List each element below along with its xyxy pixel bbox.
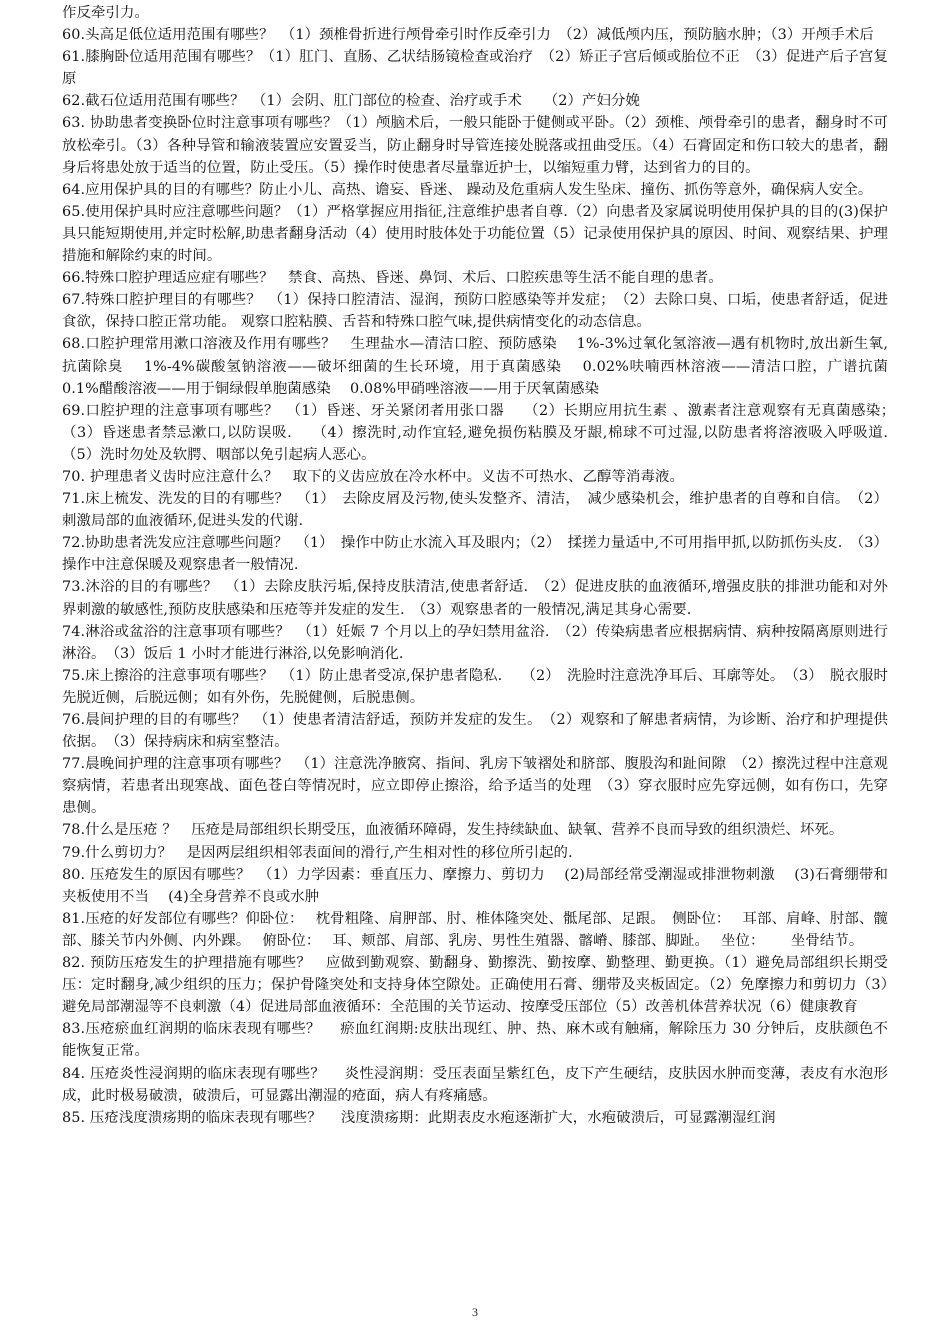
qa-item-81: 81.压疮的好发部位有哪些？仰卧位： 枕骨粗隆、肩胛部、肘、椎体隆突处、骶尾部、足跟。 侧卧位： 耳部、肩峰、肘部、髋部、膝关节内外侧、内外踝。 俯卧位： 耳、颊部、肩部、乳房、男性生殖器、髂嵴、膝部、脚趾。 坐位： 坐骨结节。 bbox=[62, 910, 888, 949]
qa-item-68: 68.口腔护理常用漱口溶液及作用有哪些？ 生理盐水—清洁口腔、预防感染 1%-3%过氧化氢溶液—遇有机物时,放出新生氧,抗菌除臭 1%-4%碳酸氢钠溶液——破坏细菌的生长环境，用于真菌感染 0.02%呋喃西林溶液——清洁口腔，广谱抗菌 0.1%醋酸溶液——用于铜绿假单胞菌感染 0.08%甲硝唑溶液——用于厌氧菌感染 bbox=[62, 336, 908, 397]
qa-item-72: 72.协助患者洗发应注意哪些问题？ （1） 操作中防止水流入耳及眼内；（2） 揉搓力量适中,不可用指甲抓,以防抓伤头皮. （3）操作中注意保暖及观察患者一般情况. bbox=[62, 535, 888, 574]
qa-item-74: 74.淋浴或盆浴的注意事项有哪些？ （1）妊娠 7 个月以上的孕妇禁用盆浴. （2）传染病患者应根据病情、病种按隔离原则进行淋浴。 （3）饭后 1 小时才能进行淋浴,以免影响消化. bbox=[62, 623, 888, 662]
qa-item-79: 79.什么剪切力？ 是因两层组织相邻表面间的滑行,产生相对性的移位所引起的. bbox=[62, 844, 573, 861]
qa-item-60: 60.头高足低位适用范围有哪些？ （1）颈椎骨折进行颅骨牵引时作反牵引力 （2）减低颅内压，预防脑水肿；（3）开颅手术后 bbox=[62, 27, 874, 44]
qa-item-85: 85. 压疮浅度溃疡期的临床表现有哪些？ 浅度溃疡期：此期表皮水疱逐渐扩大，水疱破溃后，可显露潮湿红润 bbox=[62, 1109, 776, 1126]
qa-item-63: 63. 协助患者变换卧位时注意事项有哪些？（1）颅脑术后，一般只能卧于健侧或平卧。（2）颈椎、颅骨牵引的患者，翻身时不可放松牵引。（3）各种导管和输液装置应安置妥当，防止翻身时导管连接处脱落或扭曲受压。（4）石膏固定和伤口较大的患者，翻身后将患处放于适当的位置，防止受压。（5）操作时使患者尽量靠近护士，以缩短重力臂，达到省力的目的。 bbox=[62, 115, 888, 176]
qa-item-78: 78.什么是压疮 ？ 压疮是局部组织长期受压，血液循环障碍，发生持续缺血、缺氧、营养不良而导致的组织溃烂、坏死。 bbox=[62, 822, 844, 839]
page-number: 3 bbox=[472, 1305, 478, 1319]
qa-item-65: 65.使用保护具时应注意哪些问题？（1）严格掌握应用指征,注意维护患者自尊.（2）向患者及家属说明使用保护具的目的(3)保护具只能短期使用,并定时松解,助患者翻身活动（4）使用时肢体处于功能位置（5）记录使用保护具的原因、时间、观察结果、护理措施和解除约束的时间。 bbox=[62, 203, 888, 265]
qa-item-69: 69.口腔护理的注意事项有哪些？ （1）昏迷、牙关紧闭者用张口器 （2）长期应用抗生素 、激素者注意观察有无真菌感染； （3）昏迷患者禁忌漱口,以防误吸. （4）擦洗时,动作宜轻,避免损伤粘膜及牙龈,棉球不可过湿,以防患者将溶液吸入呼吸道. （5）洗时勿处及软腭、咽部以免引起病人恶心。 bbox=[62, 402, 908, 463]
qa-item-82: 82. 预防压疮发生的护理措施有哪些？ 应做到勤观察、勤翻身、勤擦洗、勤按摩、勤整理、勤更换。（1）避免局部组织长期受压：定时翻身,减少组织的压力；保护骨隆突处和支持身体空隙处。正确使用石膏、绷带及夹板固定。（2）免摩擦力和剪切力（3）避免局部潮湿等不良刺激（4）促进局部血液循环：全范围的关节运动、按摩受压部位（5）改善机体营养状况（6）健康教育 bbox=[62, 955, 888, 1016]
qa-item-61: 61.膝胸卧位适用范围有哪些？（1）肛门、直肠、乙状结肠镜检查或治疗 （2）矫正子宫后倾或胎位不正 （3）促进产后子宫复原 bbox=[62, 49, 888, 88]
qa-item-66: 66.特殊口腔护理适应症有哪些？ 禁食、高热、昏迷、鼻饲、术后、口腔疾患等生活不能自理的患者。 bbox=[62, 270, 723, 287]
qa-item-80: 80. 压疮发生的原因有哪些？ （1）力学因素：垂直压力、摩擦力、剪切力 (2)局部经常受潮湿或排泄物刺激 (3)石膏绷带和夹板使用不当 (4)全身营养不良或水肿 bbox=[62, 866, 888, 905]
qa-item-62: 62.截石位适用范围有哪些？ （1）会阴、肛门部位的检查、治疗或手术 （2）产妇分娩 bbox=[62, 93, 640, 110]
qa-item-83: 83.压疮瘀血红润期的临床表现有哪些？ 瘀血红润期:皮肤出现红、肿、热、麻木或有触痛，解除压力 30 分钟后，皮肤颜色不能恢复正常。 bbox=[62, 1021, 888, 1060]
qa-item-75: 75.床上擦浴的注意事项有哪些？ （1）防止患者受凉,保护患者隐私. （2） 洗脸时注意洗净耳后、耳廓等处。 （3） 脱衣服时先脱近侧，后脱远侧；如有外伤，先脱健侧，后脱患侧。 bbox=[62, 667, 888, 706]
qa-item-73: 73.沐浴的目的有哪些？ （1）去除皮肤污垢,保持皮肤清洁,使患者舒适. （2）促进皮肤的血液循环,增强皮肤的排泄功能和对外界刺激的敏感性,预防皮肤感染和压疮等并发症的发生. （3）观察患者的一般情况,满足其身心需要. bbox=[62, 579, 888, 618]
qa-item-71: 71.床上梳发、洗发的目的有哪些？ （1） 去除皮屑及污物,使头发整齐、清洁， 减少感染机会，维护患者的自尊和自信。 （2）刺激局部的血液循环,促进头发的代谢. bbox=[62, 491, 888, 530]
qa-item-77: 77.晨晚间护理的注意事项有哪些？ （1）注意洗净腋窝、指间、乳房下皱褶处和脐部、腹股沟和趾间隙 （2）擦洗过程中注意观察病情，若患者出现寒战、面色苍白等情况时，应立即停止擦浴，给予适当的处理 （3）穿衣服时应先穿远侧，如有伤口，先穿患侧。 bbox=[62, 756, 888, 817]
qa-item-67: 67.特殊口腔护理目的有哪些？ （1）保持口腔清洁、湿润，预防口腔感染等并发症； （2）去除口臭、口垢，使患者舒适，促进食欲，保持口腔正常功能。 观察口腔粘膜、舌苔和特殊口腔气味,提供病情变化的动态信息。 bbox=[62, 292, 888, 331]
qa-text-body bbox=[62, 2, 908, 1129]
qa-item-70: 70. 护理患者义齿时应注意什么？ 取下的义齿应放在冷水杯中。义齿不可热水、乙醇等消毒液。 bbox=[62, 468, 684, 485]
qa-item-continuation: 作反牵引力。 bbox=[62, 5, 149, 21]
qa-item-64: 64.应用保护具的目的有哪些？防止小儿、高热、谵妄、昏迷、 躁动及危重病人发生坠床、撞伤、抓伤等意外，确保病人安全。 bbox=[62, 181, 873, 198]
qa-item-84: 84. 压疮炎性浸润期的临床表现有哪些？ 炎性浸润期：受压表面呈紫红色，皮下产生硬结，皮肤因水肿而变薄，表皮有水泡形成，此时极易破溃，破溃后，可显露出潮湿的疮面，病人有疼痛感。 bbox=[62, 1065, 888, 1104]
qa-item-76: 76.晨间护理的目的有哪些？ （1）使患者清洁舒适，预防并发症的发生。 （2）观察和了解患者病情，为诊断、治疗和护理提供依据。 （3）保持病床和病室整洁。 bbox=[62, 712, 888, 751]
